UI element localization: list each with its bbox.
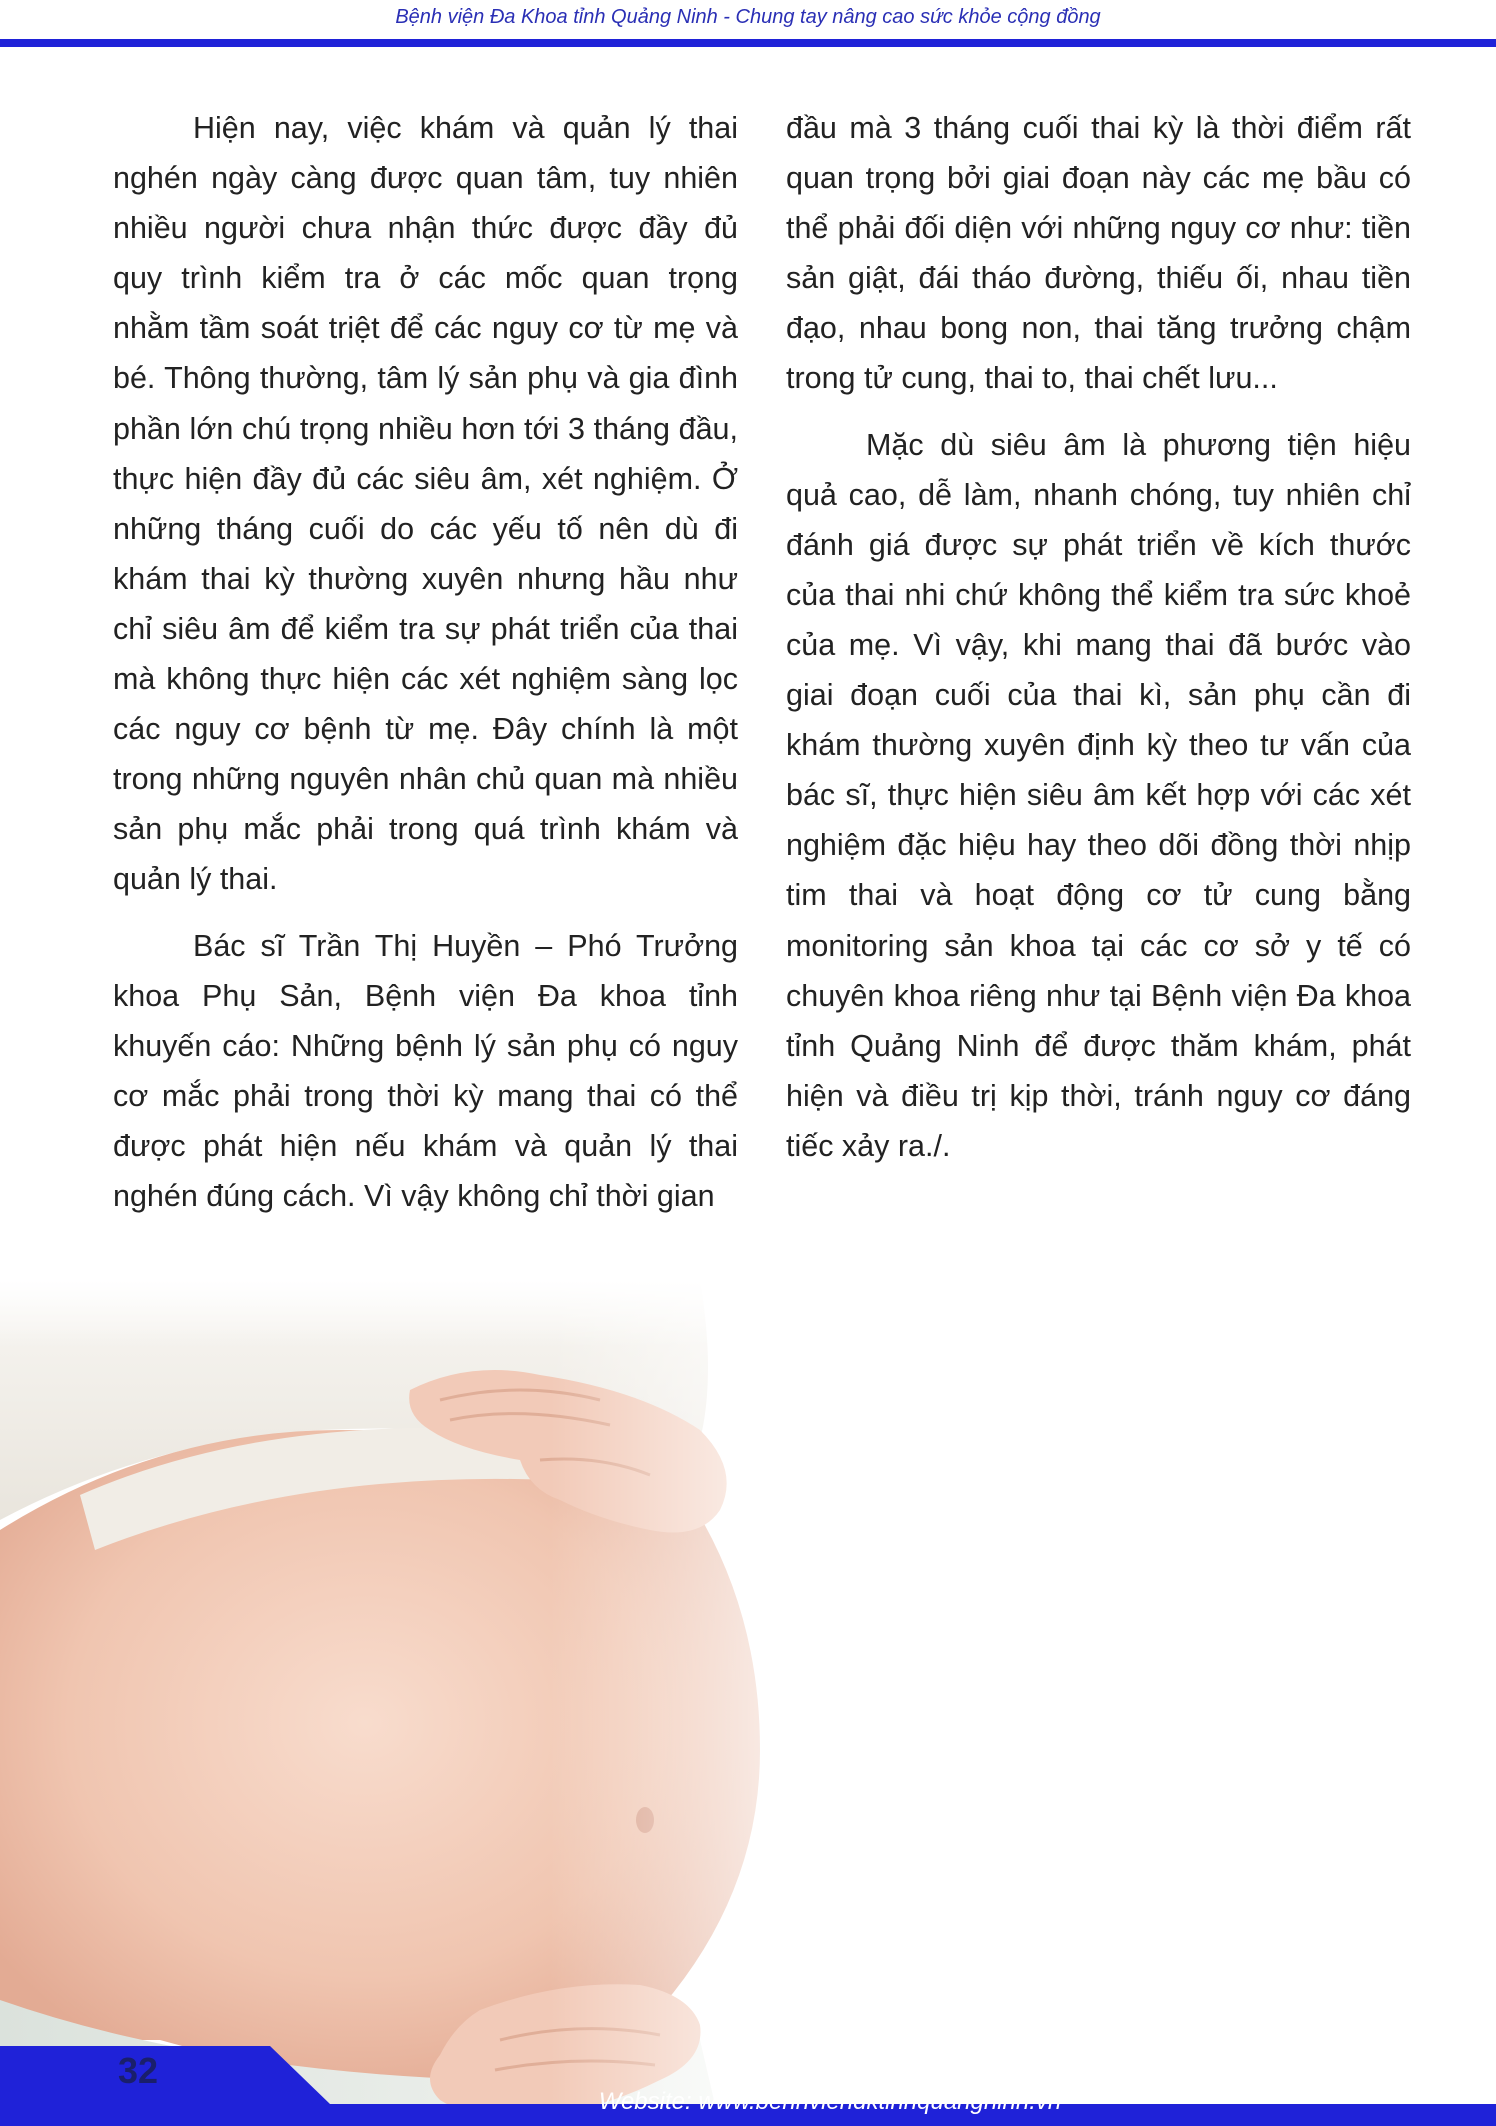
article-column-left: [113, 103, 738, 1237]
article-column-right: [786, 103, 1411, 1187]
paragraph-intro: Hiện nay, việc khám và quản lý thai nghén ngày càng được quan tâm, tuy nhiên nhiều người chưa nhận thức được đầy đủ quy trình kiểm tra ở các mốc quan trọng nhằm tầm soát triệt để các nguy cơ từ mẹ và bé. Thông thường, tâm lý sản phụ và gia đình phần lớn chú trọng nhiều hơn tới 3 tháng đầu, thực hiện đầy đủ các siêu âm, xét nghiệm. Ở những tháng cuối do các yếu tố nên dù đi khám thai kỳ thường xuyên nhưng hầu như chỉ siêu âm để kiểm tra sự phát triển của thai mà không thực hiện các xét nghiệm sàng lọc các nguy cơ bệnh từ mẹ. Đây chính là một trong những nguyên nhân chủ quan mà nhiều sản phụ mắc phải trong quá trình khám và quản lý thai.: [113, 111, 738, 897]
header-rule: [0, 39, 1496, 47]
pregnant-belly-photo: [0, 1280, 1000, 2126]
website-url: Website: www.benhviendktinhquangninh.vn: [598, 2088, 1062, 2115]
paragraph-continued: đầu mà 3 tháng cuối thai kỳ là thời điểm rất quan trọng bởi giai đoạn này các mẹ bầu có thể phải đối diện với những nguy cơ như: tiền sản giật, đái tháo đường, thiếu ối, nhau tiền đạo, nhau bong non, thai tăng trưởng chậm trong tử cung, thai to, thai chết lưu...: [786, 111, 1411, 396]
running-header: Bệnh viện Đa Khoa tỉnh Quảng Ninh - Chung tay nâng cao sức khỏe cộng đồng: [395, 6, 1101, 28]
page-number: 32: [118, 2050, 159, 2091]
paragraph-ultrasound: Mặc dù siêu âm là phương tiện hiệu quả cao, dễ làm, nhanh chóng, tuy nhiên chỉ đánh giá được sự phát triển về kích thước của thai nhi chứ không thể kiểm tra sức khoẻ của mẹ. Vì vậy, khi mang thai đã bước vào giai đoạn cuối của thai kì, sản phụ cần đi khám thường xuyên định kỳ theo tư vấn của bác sĩ, thực hiện siêu âm kết hợp với các xét nghiệm đặc hiệu hay theo dõi đồng thời nhịp tim thai và hoạt động cơ tử cung bằng monitoring sản khoa tại các cơ sở y tế có chuyên khoa riêng như tại Bệnh viện Đa khoa tỉnh Quảng Ninh để được thăm khám, phát hiện và điều trị kịp thời, tránh nguy cơ đáng tiếc xảy ra./.: [786, 427, 1411, 1163]
paragraph-doctor-advice: Bác sĩ Trần Thị Huyền – Phó Trưởng khoa Phụ Sản, Bệnh viện Đa khoa tỉnh khuyến cáo: Những bệnh lý sản phụ có nguy cơ mắc phải trong thời kỳ mang thai có thể được phát hiện nếu khám và quản lý thai nghén đúng cách. Vì vậy không chỉ thời gian: [113, 928, 738, 1213]
